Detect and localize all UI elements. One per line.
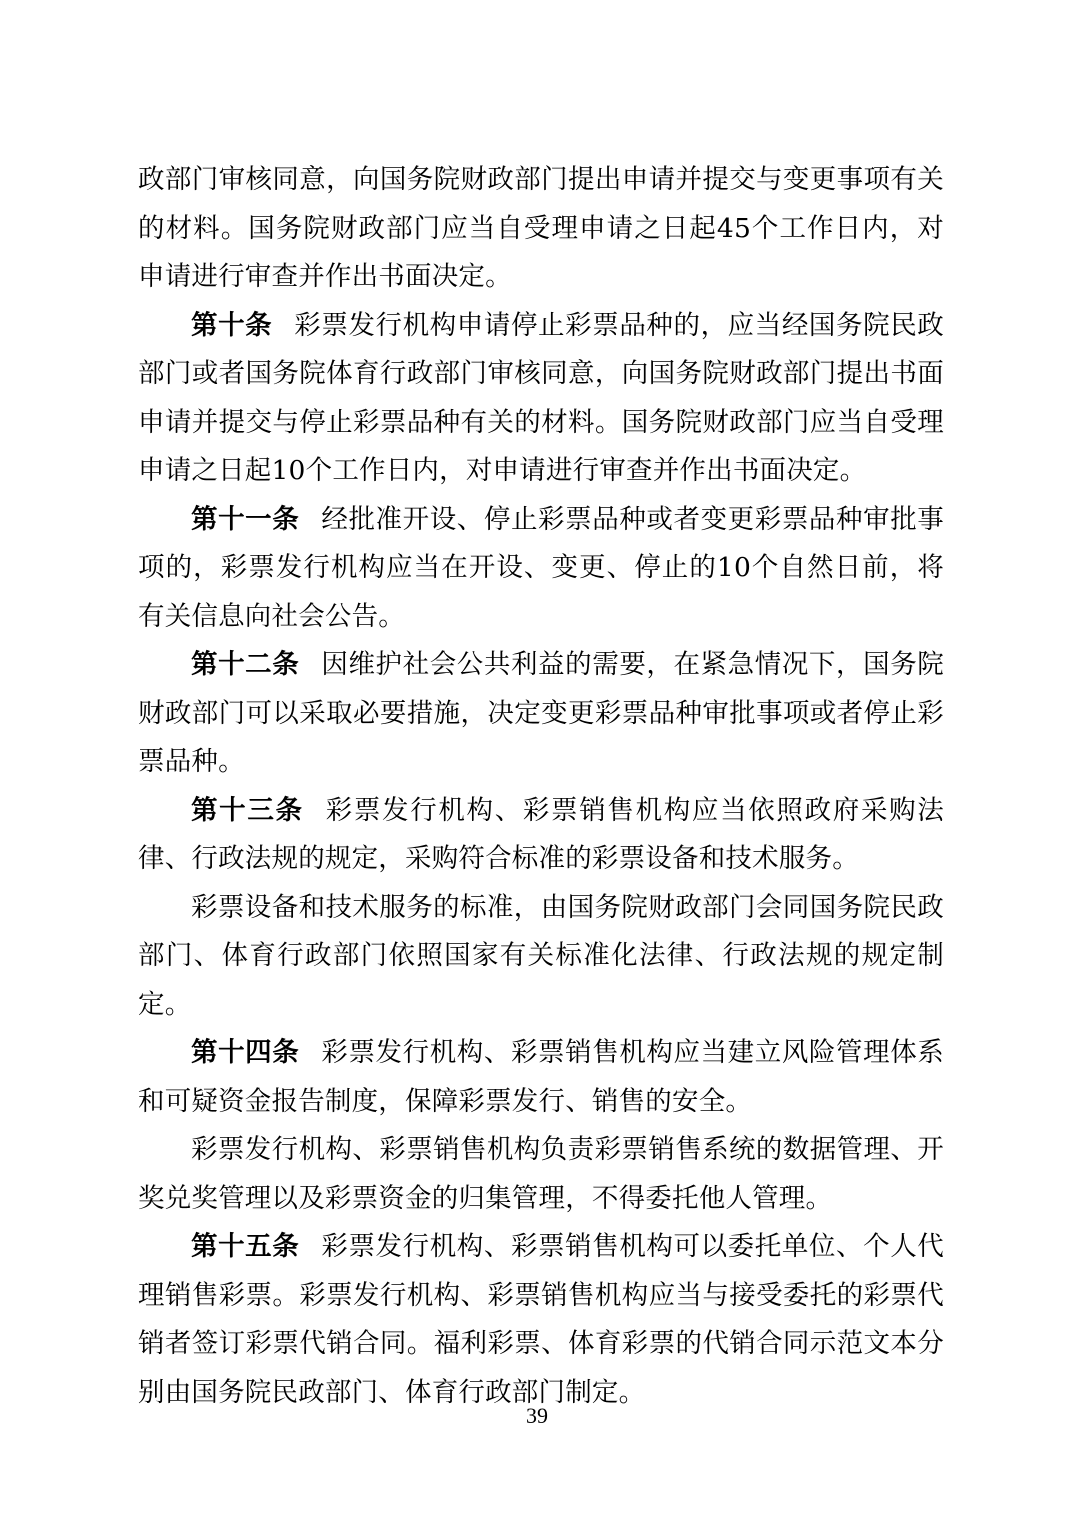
article-11 — [138, 496, 944, 642]
article-heading: 第十四条 — [191, 1037, 300, 1068]
paragraph-text: 政部门审核同意，向国务院财政部门提出申请并提交与变更事项有关的材料。国务院财政部门应当自受理申请之日起45个工作日内，对申请进行审查并作出书面决定。 — [138, 164, 944, 292]
article-heading: 第十三条 — [191, 794, 304, 826]
article-heading: 第十五条 — [191, 1231, 300, 1262]
paragraph-text: 彩票发行机构、彩票销售机构可以委托单位、个人代理销售彩票。彩票发行机构、彩票销售机构应当与接受委托的彩票代销者签订彩票代销合同。福利彩票、体育彩票的代销合同示范文本分别由国务院民政部门、体育行政部门制定。 — [138, 1231, 944, 1408]
article-13-clause-2 — [138, 884, 944, 1030]
paragraph-text: 彩票发行机构、彩票销售机构应当建立风险管理体系和可疑资金报告制度，保障彩票发行、销售的安全。 — [138, 1037, 944, 1117]
article-15 — [138, 1223, 944, 1417]
article-13 — [138, 787, 944, 884]
paragraph-text: 彩票发行机构、彩票销售机构负责彩票销售系统的数据管理、开奖兑奖管理以及彩票资金的归集管理，不得委托他人管理。 — [138, 1134, 944, 1214]
paragraph-text: 经批准开设、停止彩票品种或者变更彩票品种审批事项的，彩票发行机构应当在开设、变更、停止的10个自然日前，将有关信息向社会公告。 — [138, 503, 944, 632]
document-body — [138, 156, 944, 1417]
article-14-clause-2 — [138, 1126, 944, 1223]
paragraph-continued — [138, 156, 944, 302]
article-heading: 第十二条 — [191, 649, 300, 680]
article-heading: 第十一条 — [191, 503, 300, 535]
article-10 — [138, 302, 944, 496]
paragraph-text: 因维护社会公共利益的需要，在紧急情况下，国务院财政部门可以采取必要措施，决定变更彩票品种审批事项或者停止彩票品种。 — [138, 649, 944, 777]
article-heading: 第十条 — [191, 309, 273, 341]
paragraph-text: 彩票发行机构、彩票销售机构应当依照政府采购法律、行政法规的规定，采购符合标准的彩票设备和技术服务。 — [138, 794, 944, 874]
paragraph-text: 彩票设备和技术服务的标准，由国务院财政部门会同国务院民政部门、体育行政部门依照国家有关标准化法律、行政法规的规定制定。 — [138, 891, 944, 1020]
article-12 — [138, 641, 944, 787]
article-14 — [138, 1029, 944, 1126]
paragraph-text: 彩票发行机构申请停止彩票品种的，应当经国务院民政部门或者国务院体育行政部门审核同意，向国务院财政部门提出书面申请并提交与停止彩票品种有关的材料。国务院财政部门应当自受理申请之日起10个工作日内，对申请进行审查并作出书面决定。 — [138, 309, 944, 486]
page-number: 39 — [526, 1403, 548, 1428]
